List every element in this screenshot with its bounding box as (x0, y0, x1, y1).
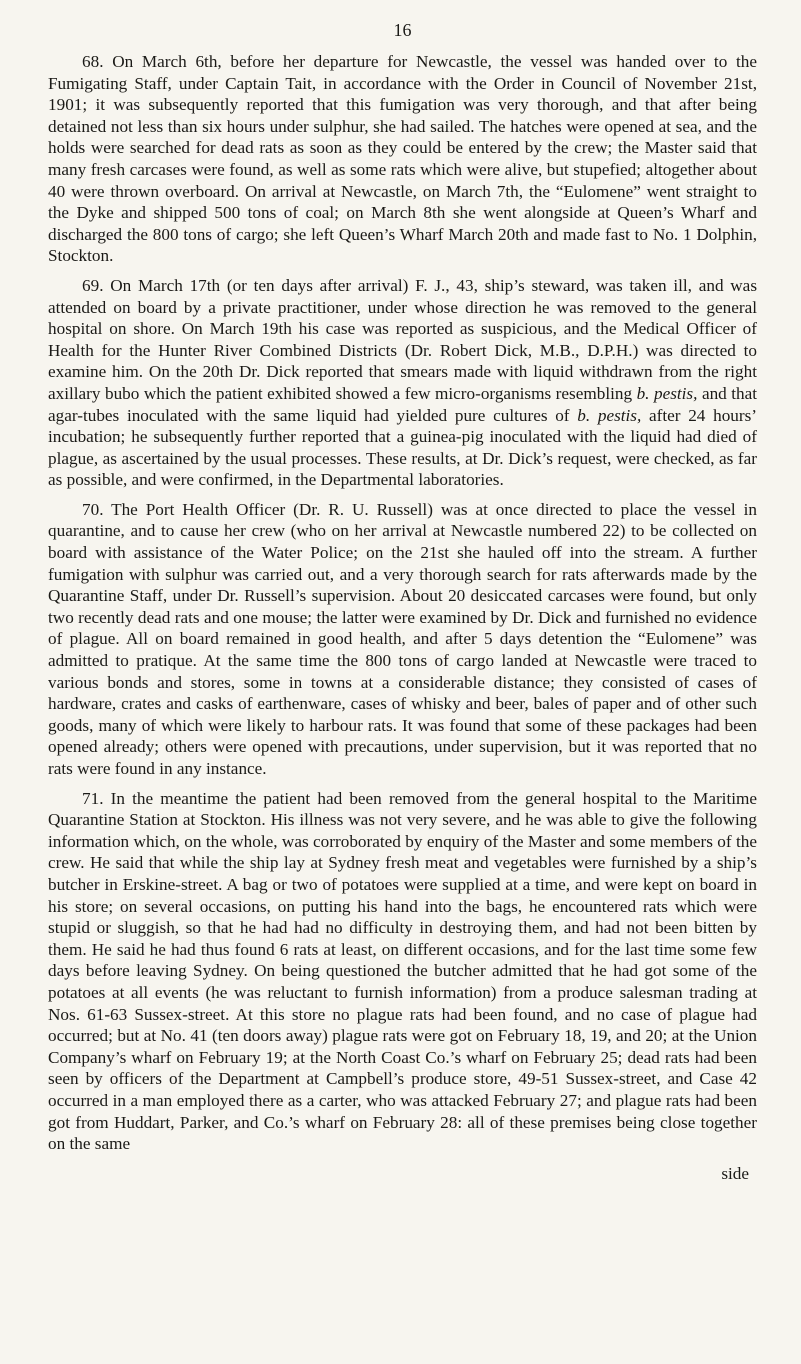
paragraph-68 (48, 51, 757, 267)
paragraph-71 (48, 788, 757, 1155)
paragraph-text: In the meantime the patient had been removed from the general hospital to the Maritime Quarantine Station at Stockton. His illness was not very severe, and he was able to give the following information which, on the whole, was corroborated by enquiry of the Master and some members of the crew. He said that while the ship lay at Sydney fresh meat and vegetables were furnished by a ship’s butcher in Erskine-street. A bag or two of potatoes were supplied at a time, and were kept on board in his store; on several occasions, on putting his hand into the bags, he encountered rats which were stupid or sluggish, so that he had had no difficulty in destroying them, and had not been bitten by them. He said he had thus found 6 rats at least, on different occasions, and for the last time some few days before leaving Sydney. On being questioned the butcher admitted that he had got some of the potatoes at all events (he was reluctant to furnish information) from a produce salesman trading at Nos. 61-63 Sussex-street. At this store no plague rats had been found, and no case of plague had occurred; but at No. 41 (ten doors away) plague rats were got on February 18, 19, and 20; at the Union Company’s wharf on February 19; at the North Coast Co.’s wharf on February 25; dead rats had been seen by officers of the Department at Campbell’s produce store, 49-51 Sussex-street, and Case 42 occurred in a man employed there as a carter, who was attacked February 27; and plague rats had been got from Huddart, Parker, and Co.’s wharf on February 28: all of these premises being close together on the same (48, 788, 757, 1154)
paragraph-text: and that agar-tubes inoculated with the same liquid had yielded pure cultures of (48, 383, 758, 425)
paragraph-text: On March 6th, before her departure for Newcastle, the vessel was handed over to the Fumigating Staff, under Captain Tait, in accordance with the Order in Council of November 21st, 1901; it was subsequently reported that this fumigation was very thorough, and that after being detained not less than six hours under sulphur, she had sailed. The hatches were opened at sea, and the holds were searched for dead rats as soon as they could be entered by the crew; the Master said that many fresh carcases were found, as well as some rats which were alive, but stupefied; altogether about 40 were thrown overboard. On arrival at Newcastle, on March 7th, the “Eulomene” went straight to the Dyke and shipped 500 tons of coal; on March 8th she went alongside at Queen’s Wharf and discharged the 800 tons of cargo; she left Queen’s Wharf March 20th and made fast to No. 1 Dolphin, Stockton. (48, 52, 757, 266)
paragraph-70 (48, 499, 757, 780)
paragraph-number: 71. (82, 788, 104, 808)
paragraph-text: after 24 hours’ incubation; he subsequently further reported that a guinea-pig inoculated with the liquid had died of plague, as ascertained by the usual processes. These results, at Dr. Dick’s request, were checked, as far as possible, and were confirmed, in the Departmental laboratories. (48, 405, 758, 490)
paragraph-text: On March 17th (or ten days after arrival) F. J., 43, ship’s steward, was taken ill, and was attended on board by a private practitioner, under whose direction he was removed to the general hospital on shore. On March 19th his case was reported as suspicious, and the Medical Officer of Health for the Hunter River Combined Districts (Dr. Robert Dick, M.B., D.P.H.) was directed to examine him. On the 20th Dr. Dick reported that smears made with liquid withdrawn from the right axillary bubo which the patient exhibited showed a few micro-organisms resembling (48, 275, 758, 403)
paragraph-number: 68. (82, 52, 104, 71)
italic-species-name: b. pestis, (577, 405, 642, 425)
paragraph-text: The Port Health Officer (Dr. R. U. Russell) was at once directed to place the vessel in quarantine, and to cause her crew (who on her arrival at Newcastle numbered 22) to be collected on board with assistance of the Water Police; on the 21st she hauled off into the stream. A further fumigation with sulphur was carried out, and a very thorough search for rats afterwards made by the Quarantine Staff, under Dr. Russell’s supervision. About 20 desiccated carcases were found, but only two recently dead rats and one mouse; the latter were examined by Dr. Dick and furnished no evidence of plague. All on board remained in good health, and after 5 days detention the “Eulomene” was admitted to pratique. At the same time the 800 tons of cargo landed at Newcastle were traced to various bonds and stores, some in towns at a considerable distance; they consisted of cases of hardware, crates and casks of earthenware, cases of whisky and beer, bales of paper and of other such goods, many of which were likely to harbour rats. It was found that some of these packages had been opened already; others were opened with precautions, under supervision, but it was reported that no rats were found in any instance. (48, 499, 757, 778)
page-number: 16 (393, 20, 412, 40)
paragraph-number: 70. (82, 499, 104, 519)
italic-species-name: b. pestis, (636, 383, 698, 403)
paragraph-number: 69. (82, 275, 104, 295)
catchword: side (721, 1163, 749, 1183)
paragraph-69 (48, 275, 757, 491)
